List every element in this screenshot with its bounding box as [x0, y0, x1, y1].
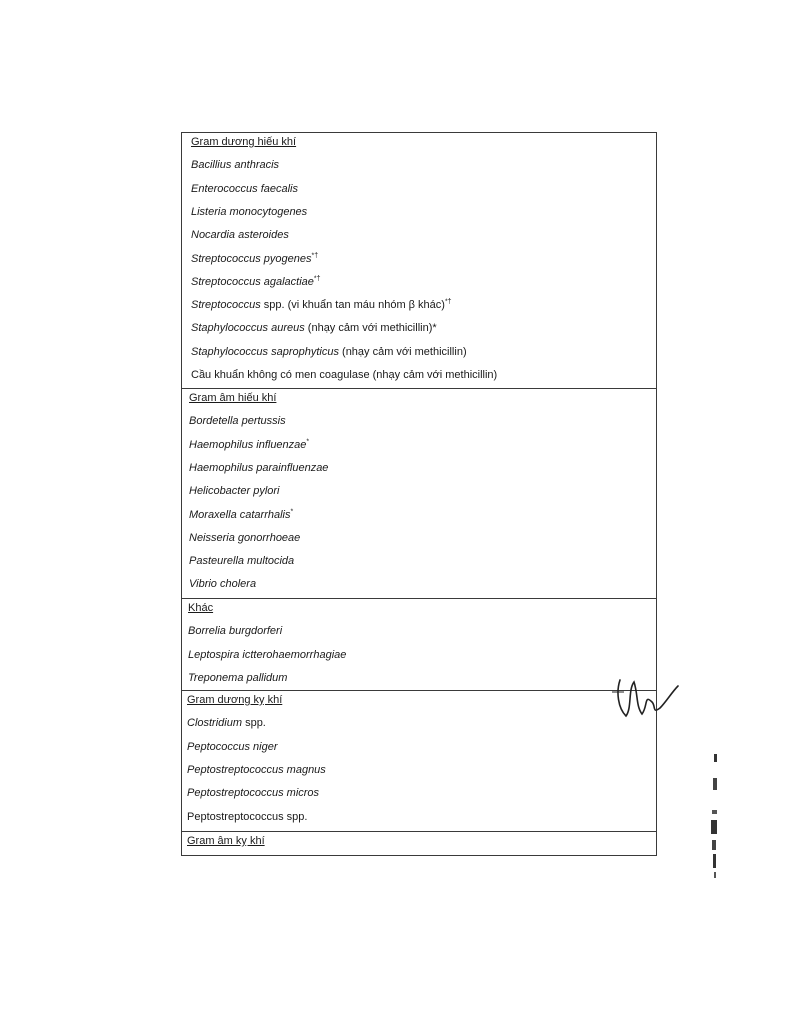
section-heading: Khác — [188, 602, 214, 614]
organism-name: Bacillius anthracis — [191, 159, 280, 172]
organism-note: spp. — [242, 717, 266, 730]
side-stamp-mark — [700, 750, 730, 880]
organism-row — [188, 649, 346, 662]
section-heading: Gram dương kỵ khí — [187, 694, 283, 706]
organism-row — [187, 717, 266, 730]
organism-row — [191, 346, 467, 359]
organism-row — [187, 764, 326, 777]
organism-row — [187, 811, 307, 824]
organism-name: Streptococcus pyogenes — [191, 252, 312, 265]
organism-row — [191, 206, 307, 219]
organism-row — [191, 299, 452, 312]
organism-name: Neisseria gonorrhoeae — [189, 531, 301, 544]
organism-row — [187, 741, 278, 754]
organism-name: Nocardia asteroides — [191, 229, 289, 242]
table-section — [182, 598, 656, 690]
section-heading: Gram âm kỵ khí — [187, 835, 265, 847]
organism-table — [181, 132, 657, 856]
organism-row — [187, 787, 319, 800]
footnote-mark: *† — [444, 298, 452, 306]
organism-row — [189, 578, 256, 591]
footnote-mark: * — [290, 507, 294, 515]
organism-row — [189, 555, 294, 568]
organism-name: Haemophilus parainfluenzae — [189, 461, 329, 474]
organism-name: Peptostreptococcus magnus — [187, 763, 326, 776]
organism-name: Pasteurella multocida — [189, 555, 295, 568]
organism-row — [191, 276, 321, 289]
organism-name: Moraxella catarrhalis — [189, 508, 291, 521]
organism-name: Leptospira ictterohaemorrhagiae — [188, 648, 347, 661]
organism-name: Clostridium — [187, 717, 243, 730]
organism-row — [191, 229, 289, 242]
table-section — [182, 831, 656, 855]
organism-note: Peptostreptococcus spp. — [187, 810, 308, 823]
organism-name: Enterococcus faecalis — [191, 182, 298, 195]
organism-row — [191, 183, 298, 196]
organism-name: Treponema pallidum — [188, 671, 288, 684]
footnote-mark: * — [306, 437, 310, 445]
footnote-mark: *† — [313, 275, 321, 283]
organism-row — [189, 462, 328, 475]
table-section — [182, 690, 656, 831]
table-section — [182, 388, 656, 598]
organism-row — [191, 159, 279, 172]
section-heading: Gram dương hiếu khí — [191, 136, 297, 148]
organism-note: (nhạy cảm với methicillin)* — [304, 322, 437, 335]
organism-name: Peptostreptococcus micros — [187, 787, 320, 800]
handwritten-signature — [612, 672, 682, 722]
organism-note: spp. (vi khuẩn tan máu nhóm β khác) — [260, 299, 445, 312]
organism-name: Helicobacter pylori — [189, 485, 280, 498]
organism-name: Haemophilus influenzae — [189, 438, 307, 451]
organism-name: Streptococcus — [191, 299, 261, 312]
organism-name: Peptococcus niger — [187, 740, 278, 753]
organism-row — [189, 415, 286, 428]
organism-row — [191, 322, 437, 335]
organism-note: (nhạy cảm với methicillin) — [338, 345, 467, 358]
organism-row — [188, 672, 287, 685]
organism-row — [189, 532, 300, 545]
organism-row — [191, 369, 497, 382]
organism-note: Cầu khuẩn không có men coagulase (nhạy cảm với methicillin) — [191, 369, 498, 381]
organism-name: Staphylococcus saprophyticus — [191, 345, 339, 358]
organism-name: Listeria monocytogenes — [191, 205, 308, 218]
organism-name: Streptococcus agalactiae — [191, 275, 314, 288]
organism-row — [188, 625, 282, 638]
organism-row — [191, 253, 318, 266]
organism-name: Borrelia burgdorferi — [188, 625, 283, 638]
organism-name: Staphylococcus aureus — [191, 322, 305, 335]
table-section — [182, 133, 656, 388]
section-heading: Gram âm hiếu khí — [189, 392, 277, 404]
organism-row — [189, 509, 293, 522]
organism-name: Vibrio cholera — [189, 578, 257, 591]
organism-row — [189, 485, 279, 498]
organism-name: Bordetella pertussis — [189, 415, 286, 428]
footnote-mark: *† — [311, 251, 319, 259]
organism-row — [189, 439, 309, 452]
